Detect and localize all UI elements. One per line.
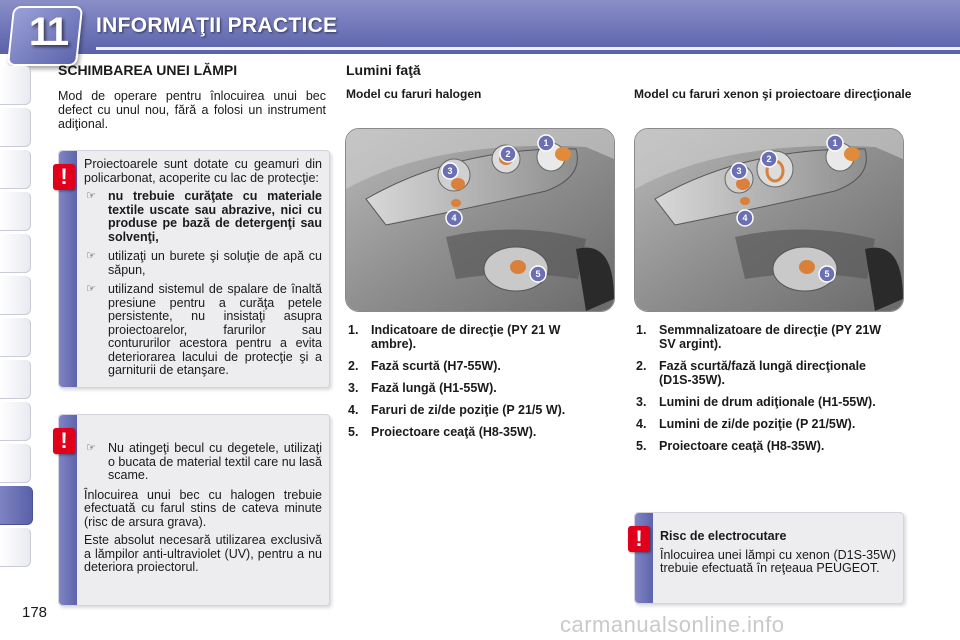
chapter-number: 11: [28, 10, 68, 54]
thumb-tab-5[interactable]: [0, 234, 31, 273]
warning-box-polycarbonate-content: [84, 158, 322, 384]
callout-5-label: 5: [824, 269, 830, 279]
list-item: 3. Fază lungă (H1-55W).: [348, 381, 497, 395]
xenon-model-title: Model cu faruri xenon şi proiectoare direcţionale: [634, 87, 912, 101]
callout-3-label: 3: [447, 166, 453, 176]
list-item: 5. Proiectoare ceaţă (H8-35W).: [348, 425, 537, 439]
list-item: [84, 250, 322, 277]
thumb-tab-4[interactable]: [0, 192, 31, 231]
warning2-list: [84, 442, 322, 483]
list-item: 2. Fază scurtă/fază lungă direcţionale (D1S-35W).: [636, 359, 867, 387]
list-item: [84, 190, 322, 244]
warning2-paragraph-1: Înlocuirea unui bec cu halogen trebuie efectuată cu farul stins de cateva minute (risc de arsura grava).: [84, 487, 322, 529]
page-number: 178: [22, 604, 48, 621]
list-item: 3. Lumini de drum adiţionale (H1-55W).: [636, 395, 876, 409]
thumb-tab-8[interactable]: [0, 360, 31, 399]
thumb-tab-11-active[interactable]: [0, 486, 33, 525]
warning1-item-1: nu trebuie curăţate cu materiale textile uscate sau abrazive, nici cu produse pe bază de detergenţi sau solvenţi,: [108, 189, 322, 244]
list-item: 4. Faruri de zi/de poziţie (P 21/5 W).: [348, 403, 566, 417]
list-item: 1. Semmnalizatoare de direcţie (PY 21W SV argint).: [636, 323, 882, 351]
section-heading-front-lights: Lumini faţă: [346, 62, 421, 78]
chapter-title: INFORMAŢII PRACTICE: [96, 14, 338, 37]
callout-1-label: 1: [832, 138, 838, 148]
callout-4-label: 4: [451, 213, 457, 223]
list-item: 5. Proiectoare ceaţă (H8-35W).: [636, 439, 825, 453]
pointing-hand-icon: ☞: [86, 190, 96, 202]
callout-1-label: 1: [543, 138, 549, 148]
thumb-tab-9[interactable]: [0, 402, 31, 441]
thumb-tab-2[interactable]: [0, 108, 31, 147]
callout-3-label: 3: [736, 166, 742, 176]
pointing-hand-icon: ☞: [86, 250, 96, 262]
list-item: 2. Fază scurtă (H7-55W).: [348, 359, 501, 373]
risk-title: Risc de electrocutare: [660, 529, 787, 543]
warning1-list: [84, 190, 322, 378]
warning2-item: Nu atingeţi becul cu degetele, utilizaţi o bucata de material textil care nu lasă scame.: [108, 441, 323, 482]
xenon-bulb-list: [636, 323, 886, 461]
thumb-tab-7[interactable]: [0, 318, 31, 357]
thumb-tab-1[interactable]: [0, 66, 31, 105]
thumb-tab-3[interactable]: [0, 150, 31, 189]
list-item: 1. Indicatoare de direcţie (PY 21 W ambre).: [348, 323, 561, 351]
halogen-headlight-image: [345, 128, 615, 312]
callout-4-label: 4: [742, 213, 748, 223]
warning1-intro: Proiectoarele sunt dotate cu geamuri din policarbonat, acoperite cu lac de protecţie:: [84, 157, 322, 185]
list-item: [84, 442, 322, 483]
list-item: 4. Lumini de zi/de poziţie (P 21/5W).: [636, 417, 856, 431]
callout-2-label: 2: [505, 149, 511, 159]
thumb-tab-12[interactable]: [0, 528, 31, 567]
header-underline: [96, 47, 960, 50]
thumb-tab-10[interactable]: [0, 444, 31, 483]
warning-box-bulb-handling-content: [84, 442, 322, 580]
callout-5-label: 5: [535, 269, 541, 279]
halogen-model-title: Model cu faruri halogen: [346, 87, 482, 101]
exclamation-icon: !: [53, 164, 75, 190]
xenon-headlight-image: [634, 128, 904, 312]
warning1-item-2: utilizaţi un burete şi soluţie de apă cu săpun,: [108, 249, 322, 277]
pointing-hand-icon: ☞: [86, 283, 96, 295]
intro-paragraph: Mod de operare pentru înlocuirea unui bec defect cu unul nou, fără a folosi un instrument adiţional.: [58, 89, 326, 131]
callout-2-label: 2: [766, 154, 772, 164]
exclamation-icon: !: [628, 526, 650, 552]
watermark: carmanualsonline.info: [560, 612, 785, 637]
halogen-bulb-list: [348, 323, 598, 447]
exclamation-icon: !: [53, 428, 75, 454]
halogen-headlight-illustration: [346, 129, 614, 311]
warning2-paragraph-2: Este absolut necesară utilizarea exclusivă a lămpilor anti-ultraviolet (UV), pentru a nu deteriora proiectorul.: [84, 533, 322, 574]
warning-box-electrocution-content: [660, 530, 896, 581]
pointing-hand-icon: ☞: [86, 442, 96, 454]
warning1-item-3: utilizand sistemul de spalare de înaltă presiune pentru a curăţa petele persistente, nu insistaţi asupra proiectoarelor, farurilor sau contururilor acestora pentru a evita deteriorarea lacului de protecţie şi a garniturii de etanşare.: [108, 282, 322, 377]
thumb-tab-6[interactable]: [0, 276, 31, 315]
section-heading-lamp-change: SCHIMBAREA UNEI LĂMPI: [58, 62, 238, 78]
risk-text: Înlocuirea unei lămpi cu xenon (D1S-35W) trebuie efectuată în reţeaua PEUGEOT.: [660, 547, 896, 575]
xenon-headlight-illustration: [635, 129, 903, 311]
list-item: [84, 283, 322, 378]
